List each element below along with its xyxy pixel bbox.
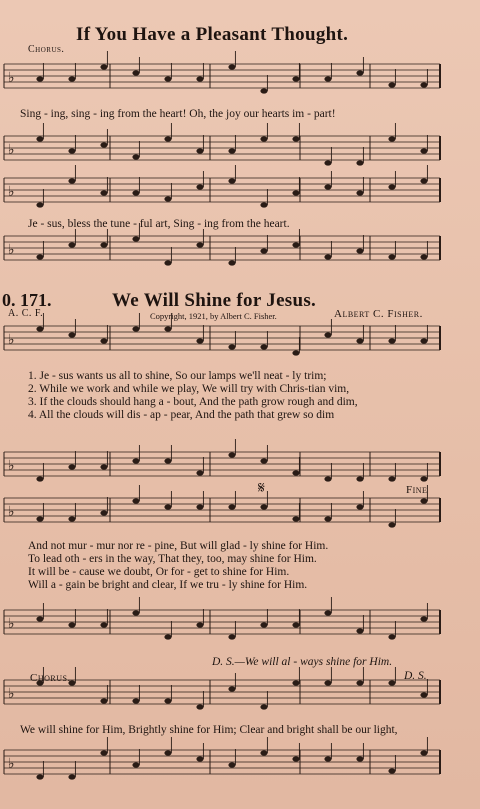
note-head xyxy=(132,326,139,331)
note-head xyxy=(164,750,171,755)
note-head xyxy=(388,254,395,259)
note-head xyxy=(164,698,171,703)
svg-text:♭: ♭ xyxy=(8,242,15,258)
verse-line: 1. Je - sus wants us all to shine, So our lamps we'll neat - ly trim; xyxy=(28,370,327,382)
note-head xyxy=(228,344,235,349)
note-head xyxy=(420,498,427,503)
note-head xyxy=(132,154,139,159)
note-head xyxy=(36,476,43,481)
author-initials: A. C. F. xyxy=(8,308,44,319)
note-head xyxy=(36,774,43,779)
note-head xyxy=(196,756,203,761)
note-head xyxy=(36,136,43,141)
note-head xyxy=(324,756,331,761)
note-head xyxy=(228,504,235,509)
svg-text:♭: ♭ xyxy=(8,504,15,520)
note-head xyxy=(132,610,139,615)
svg-text:♭: ♭ xyxy=(8,458,15,474)
note-head xyxy=(324,76,331,81)
note-head xyxy=(132,498,139,503)
note-head xyxy=(356,160,363,165)
note-head xyxy=(420,476,427,481)
staff xyxy=(4,597,440,640)
note-head xyxy=(260,750,267,755)
verse-line: And not mur - mur nor re - pine, But will glad - ly shine for Him. xyxy=(28,540,329,552)
svg-text:♭: ♭ xyxy=(8,756,15,772)
svg-text:♭: ♭ xyxy=(8,616,15,632)
note-head xyxy=(228,148,235,153)
svg-text:♭: ♭ xyxy=(8,332,15,348)
note-head xyxy=(68,148,75,153)
note-head xyxy=(388,82,395,87)
note-head xyxy=(420,338,427,343)
copyright-notice: Copyright, 1921, by Albert C. Fisher. xyxy=(150,311,277,321)
note-head xyxy=(356,628,363,633)
note-head xyxy=(36,254,43,259)
note-head xyxy=(68,242,75,247)
verse-line: 3. If the clouds should hang a - bout, And the path grow rough and dim, xyxy=(28,396,358,408)
verse-line: To lead oth - ers in the way, That they, too, may shine for Him. xyxy=(28,553,317,565)
note-head xyxy=(420,692,427,697)
note-head xyxy=(388,184,395,189)
svg-text:♭: ♭ xyxy=(8,184,15,200)
note-head xyxy=(196,184,203,189)
note-head xyxy=(100,338,107,343)
note-head xyxy=(420,82,427,87)
note-head xyxy=(132,762,139,767)
note-head xyxy=(292,350,299,355)
note-head xyxy=(196,76,203,81)
note-head xyxy=(132,458,139,463)
note-head xyxy=(228,634,235,639)
note-head xyxy=(100,142,107,147)
note-head xyxy=(36,76,43,81)
note-head xyxy=(196,622,203,627)
svg-text:♭: ♭ xyxy=(8,686,15,702)
note-head xyxy=(228,260,235,265)
note-head xyxy=(68,178,75,183)
note-head xyxy=(68,774,75,779)
segno-sign: 𝄋 xyxy=(258,480,265,497)
note-head xyxy=(228,762,235,767)
note-head xyxy=(68,76,75,81)
fine-marking: Fine xyxy=(406,484,428,496)
note-head xyxy=(100,510,107,515)
note-head xyxy=(356,680,363,685)
lyric-line: Je - sus, bless the tune - ful art, Sing - ing from the heart. xyxy=(28,218,290,230)
song-title: We Will Shine for Jesus. xyxy=(112,290,317,311)
note-head xyxy=(68,516,75,521)
chorus-lyric: We will shine for Him, Brightly shine for Him; Clear and bright shall be our light, xyxy=(20,724,398,736)
note-head xyxy=(100,190,107,195)
note-head xyxy=(196,504,203,509)
note-head xyxy=(356,338,363,343)
note-head xyxy=(100,464,107,469)
note-head xyxy=(420,254,427,259)
note-head xyxy=(100,622,107,627)
note-head xyxy=(132,70,139,75)
note-head xyxy=(260,248,267,253)
svg-text:♭: ♭ xyxy=(8,142,15,158)
note-head xyxy=(196,148,203,153)
note-head xyxy=(388,680,395,685)
note-head xyxy=(420,750,427,755)
note-head xyxy=(36,516,43,521)
note-head xyxy=(68,622,75,627)
note-head xyxy=(324,254,331,259)
note-head xyxy=(388,136,395,141)
note-head xyxy=(356,248,363,253)
note-head xyxy=(388,768,395,773)
note-head xyxy=(292,76,299,81)
staff xyxy=(4,485,440,528)
song-title: If You Have a Pleasant Thought. xyxy=(76,24,349,45)
note-head xyxy=(420,148,427,153)
note-head xyxy=(324,160,331,165)
verse-line: It will be - cause we doubt, Or for - get to shine for Him. xyxy=(28,566,290,578)
note-head xyxy=(388,634,395,639)
staff xyxy=(4,737,440,780)
composer-name: Albert C. Fisher. xyxy=(334,308,423,320)
note-head xyxy=(36,326,43,331)
note-head xyxy=(292,136,299,141)
note-head xyxy=(260,622,267,627)
note-head xyxy=(324,516,331,521)
hymn-number: 0. 171. xyxy=(2,290,52,310)
note-head xyxy=(260,202,267,207)
note-head xyxy=(132,236,139,241)
note-head xyxy=(420,178,427,183)
note-head xyxy=(292,622,299,627)
note-head xyxy=(36,616,43,621)
chorus-label: Chorus. xyxy=(30,672,71,684)
note-head xyxy=(356,70,363,75)
note-head xyxy=(324,680,331,685)
note-head xyxy=(36,202,43,207)
note-head xyxy=(388,476,395,481)
note-head xyxy=(324,476,331,481)
note-head xyxy=(228,64,235,69)
note-head xyxy=(356,476,363,481)
note-head xyxy=(292,242,299,247)
staff xyxy=(4,165,440,208)
note-head xyxy=(196,704,203,709)
note-head xyxy=(292,756,299,761)
note-head xyxy=(260,458,267,463)
ds-marking: D. S. xyxy=(404,670,427,682)
note-head xyxy=(260,344,267,349)
note-head xyxy=(164,326,171,331)
note-head xyxy=(196,470,203,475)
lyric-line: Sing - ing, sing - ing from the heart! Oh, the joy our hearts im - part! xyxy=(20,108,336,120)
note-head xyxy=(388,522,395,527)
note-head xyxy=(260,136,267,141)
note-head xyxy=(100,698,107,703)
note-head xyxy=(196,242,203,247)
note-head xyxy=(292,190,299,195)
note-head xyxy=(420,616,427,621)
note-head xyxy=(164,196,171,201)
staff xyxy=(4,439,440,482)
note-head xyxy=(68,332,75,337)
note-head xyxy=(100,242,107,247)
staff xyxy=(4,51,440,94)
note-head xyxy=(68,464,75,469)
svg-text:♭: ♭ xyxy=(8,70,15,86)
verse-line: 2. While we work and while we play, We will try with Chris-tian vim, xyxy=(28,383,350,395)
note-head xyxy=(356,756,363,761)
chorus-label: Chorus. xyxy=(28,44,65,55)
note-head xyxy=(132,190,139,195)
note-head xyxy=(164,634,171,639)
note-head xyxy=(164,76,171,81)
verse-line: 4. All the clouds will dis - ap - pear, And the path that grew so dim xyxy=(28,409,335,421)
note-head xyxy=(196,338,203,343)
note-head xyxy=(260,704,267,709)
note-head xyxy=(324,610,331,615)
note-head xyxy=(132,698,139,703)
note-head xyxy=(260,88,267,93)
note-head xyxy=(228,452,235,457)
note-head xyxy=(100,750,107,755)
note-head xyxy=(164,504,171,509)
note-head xyxy=(388,338,395,343)
note-head xyxy=(356,190,363,195)
note-head xyxy=(292,516,299,521)
note-head xyxy=(100,64,107,69)
note-head xyxy=(228,686,235,691)
dal-segno-line: D. S.—We will al - ways shine for Him. xyxy=(212,656,393,668)
note-head xyxy=(164,458,171,463)
note-head xyxy=(324,184,331,189)
note-head xyxy=(260,504,267,509)
verse-line: Will a - gain be bright and clear, If we tru - ly shine for Him. xyxy=(28,579,308,591)
note-head xyxy=(228,178,235,183)
note-head xyxy=(356,504,363,509)
note-head xyxy=(164,136,171,141)
note-head xyxy=(164,260,171,265)
note-head xyxy=(292,470,299,475)
note-head xyxy=(292,680,299,685)
staff xyxy=(4,123,440,166)
note-head xyxy=(324,332,331,337)
